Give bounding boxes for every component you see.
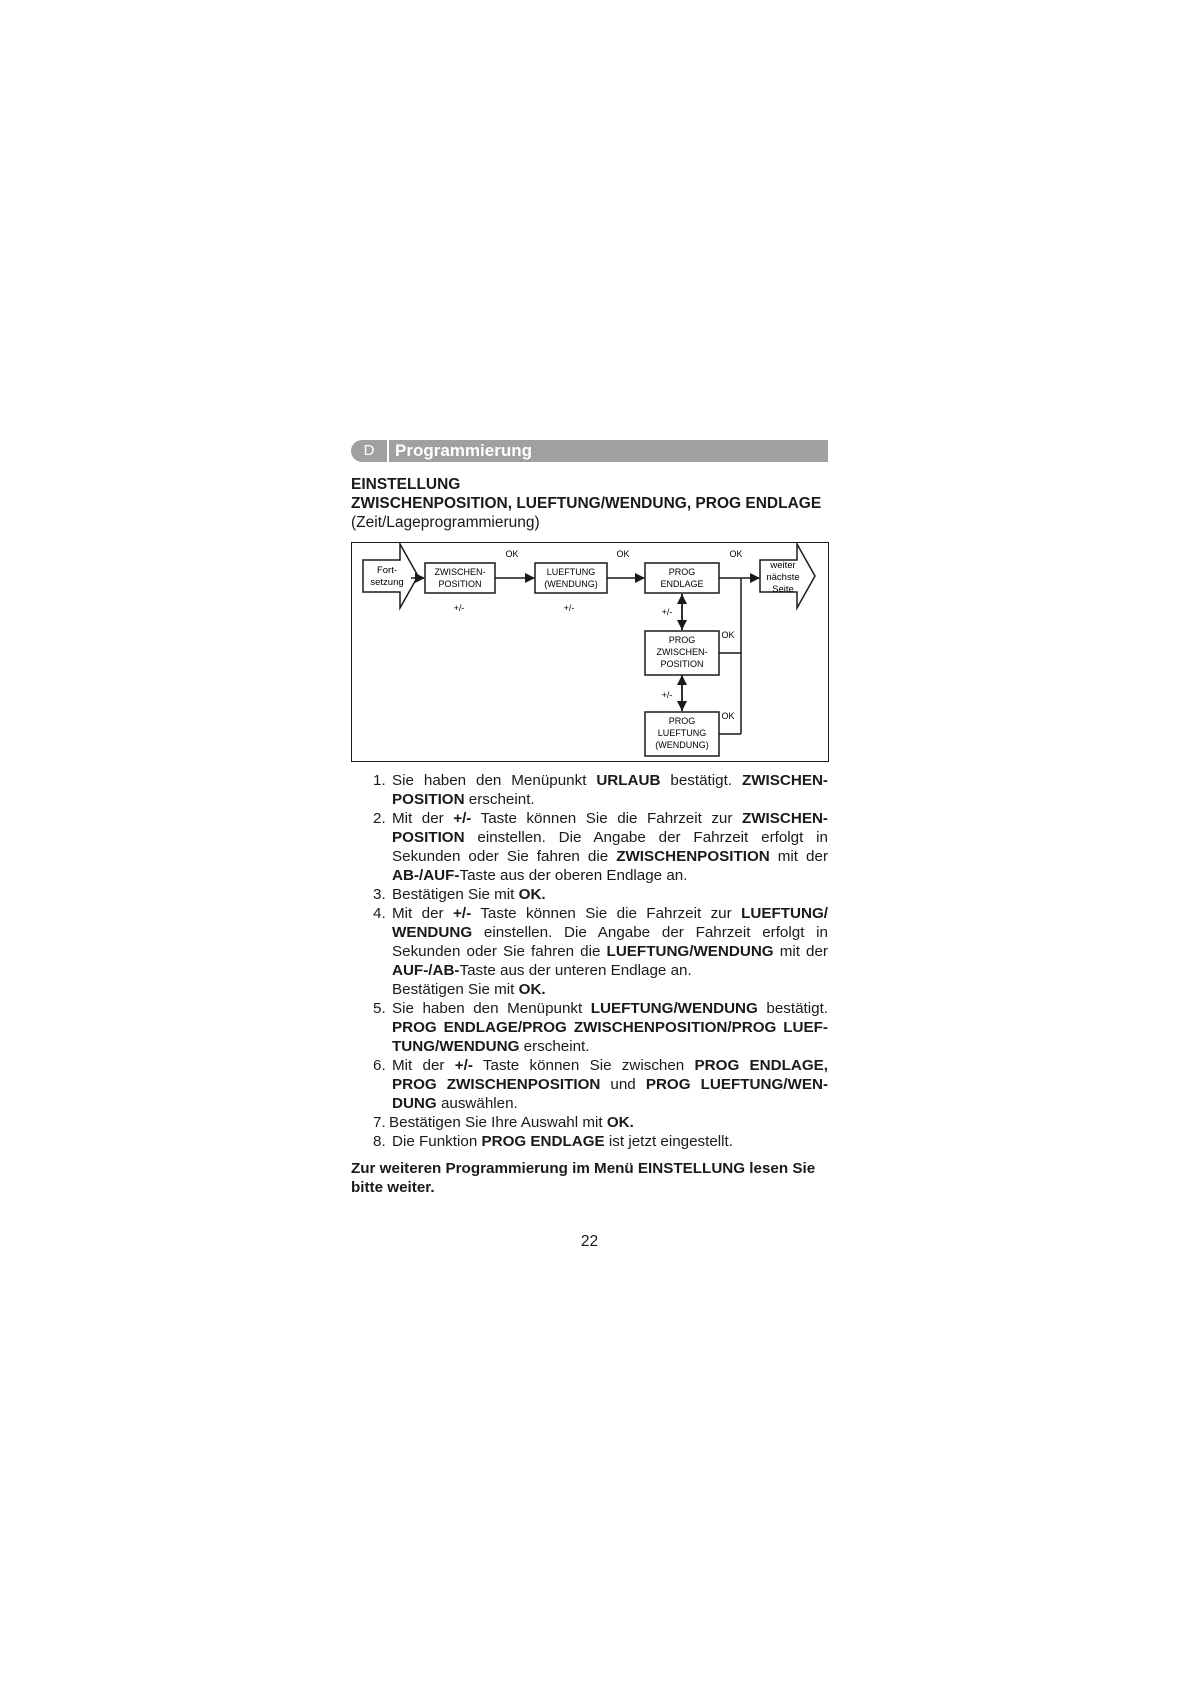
language-tab: D (351, 440, 389, 462)
step-text: bestätigt. (660, 772, 742, 789)
section-title: Programmierung (395, 441, 532, 460)
vert-arrow-2-down (677, 701, 687, 711)
list-item (351, 904, 828, 999)
end-label-1: weiter (770, 560, 796, 571)
step-text: und (600, 1076, 646, 1093)
list-item (351, 771, 828, 809)
list-item (351, 999, 828, 1056)
end-label-2: nächste (766, 572, 800, 583)
step-emphasis: +/- (453, 905, 472, 922)
step-text: Bestätigen Sie mit (392, 886, 519, 903)
step-text: ist jetzt eingestellt. (604, 1133, 733, 1150)
list-item (351, 1113, 828, 1132)
step-text: auswählen. (436, 1095, 518, 1112)
step-emphasis: LUEFTUNG/ WENDUNG (392, 905, 828, 941)
list-item (351, 1056, 828, 1113)
step-number: 3. (373, 886, 386, 903)
step-emphasis: LUEFTUNG/WENDUNG (590, 1000, 758, 1017)
list-item (351, 809, 828, 885)
step-text: bestätigt. (757, 1000, 829, 1017)
step-text: einstellen. Die Angabe der Fahrzeit erfolgt in Sekunden oder Sie fahren die (392, 924, 828, 960)
vert-arrow-1-down (677, 620, 687, 630)
plusminus-label-2: +/- (563, 603, 575, 613)
box-prog-zwischen-label-2: ZWISCHEN- (656, 647, 708, 657)
step-emphasis: +/- (454, 1057, 473, 1074)
step-emphasis: LUEFTUNG/WENDUNG (606, 943, 774, 960)
step-emphasis: AUF-/AB- (392, 962, 460, 979)
step-text: Bestätigen Sie Ihre Auswahl mit (389, 1114, 607, 1131)
step-emphasis: PROG ENDLAGE, PROG ZWISCHENPOSITION (392, 1057, 828, 1093)
step-text: Taste können Sie die Fahrzeit zur (471, 810, 742, 827)
flow-diagram (351, 542, 829, 762)
closing-note: Zur weiteren Programmierung im Menü EINSTELLUNG lesen Sie bitte weiter. (351, 1160, 816, 1196)
plusminus-label-3: +/- (661, 607, 673, 617)
start-label-1: Fort- (376, 565, 398, 576)
box-lueftung-label-2: (WENDUNG) (544, 579, 598, 589)
step-text: Sie haben den Menüpunkt (392, 1000, 591, 1017)
plusminus-label-4: +/- (661, 690, 673, 700)
page-number: 22 (580, 1233, 599, 1250)
step-number: 2. (373, 810, 386, 827)
start-arrow-shape (363, 544, 418, 608)
step-emphasis: OK. (518, 981, 546, 998)
step-extra-line (392, 980, 828, 999)
start-label-2: setzung (370, 577, 404, 588)
step-emphasis: PROG LUEFTUNG/WEN-DUNG (392, 1076, 829, 1112)
step-text: Mit der (392, 905, 454, 922)
end-label-3: Seite (772, 584, 794, 595)
step-number: 8. (373, 1133, 386, 1150)
step-emphasis: PROG ENDLAGE/PROG ZWISCHENPOSITION/PROG LUEF-TUNG/WENDUNG (392, 1019, 828, 1055)
box-prog-zwischen-label-1: PROG (668, 635, 696, 645)
box-prog-lueftung-label-3: (WENDUNG) (655, 740, 709, 750)
box-lueftung-label-1: LUEFTUNG (546, 567, 596, 577)
box-prog-lueftung-label-1: PROG (668, 716, 696, 726)
step-text: mit der (769, 848, 828, 865)
step-text: Mit der (392, 1057, 455, 1074)
step-text: Mit der (392, 810, 454, 827)
step-emphasis: +/- (453, 810, 472, 827)
step-text: Bestätigen Sie mit (392, 981, 519, 998)
heading-line1: EINSTELLUNG (351, 476, 461, 493)
step-text: Die Funktion (392, 1133, 482, 1150)
box-zwischen-label-2: POSITION (438, 579, 482, 589)
ok-label-4: OK (721, 630, 735, 640)
step-emphasis: AB-/AUF- (392, 867, 460, 884)
step-text: Taste aus der oberen Endlage an. (459, 867, 688, 884)
box-prog-zwischen-label-3: POSITION (660, 659, 704, 669)
step-text: erscheint. (464, 791, 535, 808)
step-text: erscheint. (519, 1038, 590, 1055)
step-number: 7. (373, 1114, 386, 1131)
step-emphasis: OK. (606, 1114, 634, 1131)
step-text: Taste können Sie zwischen (472, 1057, 695, 1074)
steps-list (351, 771, 828, 1151)
step-text: Taste aus der unteren Endlage an. (459, 962, 692, 979)
list-item (351, 885, 828, 904)
box-zwischen-label-1: ZWISCHEN- (434, 567, 486, 577)
ok-label-5: OK (721, 711, 735, 721)
ok-label-1: OK (505, 549, 519, 559)
step-number: 1. (373, 772, 386, 789)
step-text: Taste können Sie die Fahrzeit zur (471, 905, 742, 922)
step-emphasis: PROG ENDLAGE (481, 1133, 605, 1150)
step-emphasis: ZWISCHEN-POSITION (392, 772, 828, 808)
plusminus-label-1: +/- (453, 603, 465, 613)
step-emphasis: ZWISCHEN-POSITION (392, 810, 828, 846)
heading-line3: (Zeit/Lageprogrammierung) (351, 514, 540, 531)
section-header (351, 439, 828, 463)
box-prog-endlage-label-1: PROG (668, 567, 696, 577)
step-text: einstellen. Die Angabe der Fahrzeit erfolgt in Sekunden oder Sie fahren die (392, 829, 828, 865)
step-number: 5. (373, 1000, 386, 1017)
step-emphasis: URLAUB (596, 772, 661, 789)
box-prog-endlage-label-2: ENDLAGE (660, 579, 704, 589)
step-text: Sie haben den Menüpunkt (392, 772, 597, 789)
step-emphasis: OK. (518, 886, 546, 903)
step-emphasis: ZWISCHENPOSITION (616, 848, 770, 865)
box-prog-lueftung-label-2: LUEFTUNG (657, 728, 707, 738)
vert-arrow-2-up (677, 675, 687, 685)
vert-arrow-1-up (677, 594, 687, 604)
step-number: 4. (373, 905, 386, 922)
ok-label-3: OK (729, 549, 743, 559)
heading-line2: ZWISCHENPOSITION, LUEFTUNG/WENDUNG, PROG ENDLAGE (351, 495, 822, 512)
step-text: mit der (773, 943, 828, 960)
step-number: 6. (373, 1057, 386, 1074)
ok-label-2: OK (616, 549, 630, 559)
list-item (351, 1132, 828, 1151)
